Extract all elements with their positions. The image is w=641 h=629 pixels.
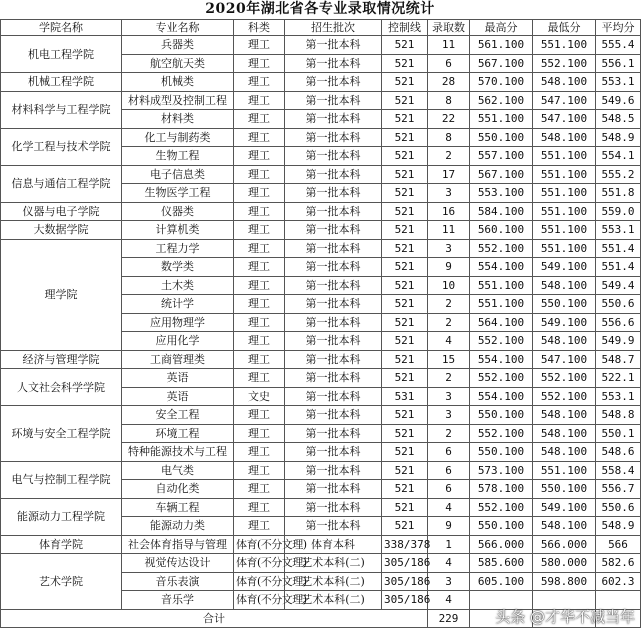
category-cell: 体育(不分文理) [234, 535, 285, 554]
category-cell: 体育(不分文理) [234, 572, 285, 591]
major-cell: 生物医学工程 [122, 184, 234, 203]
table-row [1, 221, 641, 240]
control-cell: 521 [382, 73, 428, 92]
college-cell: 仪器与电子学院 [1, 202, 122, 221]
avg-cell: 582.6 [596, 554, 641, 573]
count-cell: 15 [428, 350, 470, 369]
header-avg: 平均分 [596, 20, 641, 36]
max-cell: 566.000 [470, 535, 533, 554]
max-cell: 561.100 [470, 36, 533, 55]
category-cell: 理工 [234, 424, 285, 443]
count-cell: 2 [428, 424, 470, 443]
max-cell: 560.100 [470, 221, 533, 240]
college-cell: 材料科学与工程学院 [1, 91, 122, 128]
major-cell: 工程力学 [122, 239, 234, 258]
college-cell: 人文社会科学学院 [1, 369, 122, 406]
max-cell: 551.100 [470, 276, 533, 295]
total-label: 合计 [1, 609, 428, 628]
major-cell: 自动化类 [122, 480, 234, 499]
control-cell: 521 [382, 406, 428, 425]
count-cell: 22 [428, 110, 470, 129]
min-cell: 548.100 [533, 517, 596, 536]
avg-cell: 550.1 [596, 424, 641, 443]
avg-cell: 553.1 [596, 387, 641, 406]
min-cell: 547.100 [533, 110, 596, 129]
min-cell: 547.100 [533, 91, 596, 110]
major-cell: 统计学 [122, 295, 234, 314]
max-cell: 605.100 [470, 572, 533, 591]
category-cell: 文史 [234, 387, 285, 406]
college-cell: 信息与通信工程学院 [1, 165, 122, 202]
avg-cell: 556.7 [596, 480, 641, 499]
major-cell: 英语 [122, 387, 234, 406]
count-cell: 3 [428, 406, 470, 425]
min-cell: 548.100 [533, 443, 596, 462]
major-cell: 生物工程 [122, 147, 234, 166]
min-cell: 548.100 [533, 332, 596, 351]
count-cell: 8 [428, 128, 470, 147]
count-cell: 6 [428, 461, 470, 480]
batch-cell: 第一批本科 [285, 350, 382, 369]
batch-cell: 第一批本科 [285, 313, 382, 332]
category-cell: 理工 [234, 406, 285, 425]
min-cell: 548.100 [533, 73, 596, 92]
major-cell: 材料类 [122, 110, 234, 129]
category-cell: 理工 [234, 332, 285, 351]
max-cell: 557.100 [470, 147, 533, 166]
count-cell: 6 [428, 443, 470, 462]
control-cell: 521 [382, 147, 428, 166]
min-cell: 548.100 [533, 406, 596, 425]
batch-cell: 第一批本科 [285, 332, 382, 351]
max-cell: 578.100 [470, 480, 533, 499]
avg-cell: 550.6 [596, 295, 641, 314]
college-cell: 化学工程与技术学院 [1, 128, 122, 165]
major-cell: 机械类 [122, 73, 234, 92]
control-cell: 521 [382, 54, 428, 73]
avg-cell: 551.8 [596, 184, 641, 203]
max-cell: 567.100 [470, 165, 533, 184]
avg-cell: 522.1 [596, 369, 641, 388]
batch-cell: 第一批本科 [285, 461, 382, 480]
batch-cell: 第一批本科 [285, 276, 382, 295]
count-cell: 6 [428, 480, 470, 499]
avg-cell: 558.4 [596, 461, 641, 480]
category-cell: 理工 [234, 350, 285, 369]
header-category: 科类 [234, 20, 285, 36]
max-cell: 552.100 [470, 332, 533, 351]
count-cell: 2 [428, 147, 470, 166]
batch-cell: 艺术本科(二) [285, 572, 382, 591]
min-cell: 550.100 [533, 295, 596, 314]
control-cell: 521 [382, 313, 428, 332]
min-cell: 580.000 [533, 554, 596, 573]
major-cell: 电气类 [122, 461, 234, 480]
major-cell: 仪器类 [122, 202, 234, 221]
college-cell: 体育学院 [1, 535, 122, 554]
category-cell: 理工 [234, 517, 285, 536]
batch-cell: 第一批本科 [285, 443, 382, 462]
min-cell: 551.100 [533, 147, 596, 166]
header-college: 学院名称 [1, 20, 122, 36]
header-row [1, 20, 641, 36]
category-cell: 理工 [234, 73, 285, 92]
category-cell: 理工 [234, 480, 285, 499]
count-cell: 4 [428, 332, 470, 351]
major-cell: 音乐表演 [122, 572, 234, 591]
table-row [1, 73, 641, 92]
major-cell: 特种能源技术与工程 [122, 443, 234, 462]
control-cell: 521 [382, 221, 428, 240]
control-cell: 338/378 [382, 535, 428, 554]
college-cell: 艺术学院 [1, 554, 122, 610]
major-cell: 安全工程 [122, 406, 234, 425]
college-cell: 环境与安全工程学院 [1, 406, 122, 462]
control-cell: 521 [382, 128, 428, 147]
max-cell: 553.100 [470, 184, 533, 203]
table-row [1, 461, 641, 480]
avg-cell: 549.4 [596, 276, 641, 295]
avg-cell: 555.2 [596, 165, 641, 184]
min-cell: 548.100 [533, 424, 596, 443]
category-cell: 理工 [234, 443, 285, 462]
batch-cell: 第一批本科 [285, 110, 382, 129]
min-cell: 551.100 [533, 221, 596, 240]
college-cell: 机电工程学院 [1, 36, 122, 73]
count-cell: 3 [428, 572, 470, 591]
min-cell: 548.100 [533, 128, 596, 147]
category-cell: 理工 [234, 165, 285, 184]
major-cell: 兵器类 [122, 36, 234, 55]
max-cell: 550.100 [470, 406, 533, 425]
avg-cell: 555.4 [596, 36, 641, 55]
control-cell: 521 [382, 36, 428, 55]
college-cell: 大数据学院 [1, 221, 122, 240]
count-cell: 2 [428, 369, 470, 388]
max-cell: 554.100 [470, 387, 533, 406]
max-cell: 551.100 [470, 110, 533, 129]
min-cell: 552.100 [533, 387, 596, 406]
table-row [1, 91, 641, 110]
avg-cell: 553.1 [596, 73, 641, 92]
max-cell: 551.100 [470, 295, 533, 314]
major-cell: 应用物理学 [122, 313, 234, 332]
control-cell: 521 [382, 498, 428, 517]
batch-cell: 第一批本科 [285, 54, 382, 73]
avg-cell: 548.5 [596, 110, 641, 129]
avg-cell: 551.4 [596, 258, 641, 277]
control-cell: 521 [382, 461, 428, 480]
control-cell: 521 [382, 369, 428, 388]
count-cell: 16 [428, 202, 470, 221]
max-cell: 562.100 [470, 91, 533, 110]
max-cell: 570.100 [470, 73, 533, 92]
max-cell: 552.100 [470, 424, 533, 443]
category-cell: 理工 [234, 110, 285, 129]
major-cell: 材料成型及控制工程 [122, 91, 234, 110]
min-cell: 549.100 [533, 258, 596, 277]
control-cell: 521 [382, 480, 428, 499]
min-cell: 552.100 [533, 54, 596, 73]
min-cell: 551.100 [533, 36, 596, 55]
avg-cell: 548.7 [596, 350, 641, 369]
batch-cell: 第一批本科 [285, 424, 382, 443]
college-cell: 能源动力工程学院 [1, 498, 122, 535]
count-cell: 1 [428, 535, 470, 554]
avg-cell: 566 [596, 535, 641, 554]
avg-cell: 556.6 [596, 313, 641, 332]
avg-cell: 551.4 [596, 239, 641, 258]
control-cell: 521 [382, 517, 428, 536]
max-cell: 584.100 [470, 202, 533, 221]
category-cell: 理工 [234, 295, 285, 314]
batch-cell: 第一批本科 [285, 480, 382, 499]
avg-cell: 553.1 [596, 221, 641, 240]
min-cell: 551.100 [533, 184, 596, 203]
avg-cell: 548.9 [596, 128, 641, 147]
max-cell: 550.100 [470, 128, 533, 147]
major-cell: 航空航天类 [122, 54, 234, 73]
control-cell: 521 [382, 91, 428, 110]
control-cell: 521 [382, 295, 428, 314]
max-cell: 554.100 [470, 350, 533, 369]
watermark: 头条 @才华不减当年 [495, 608, 635, 626]
header-max: 最高分 [470, 20, 533, 36]
table-row [1, 239, 641, 258]
count-cell: 2 [428, 313, 470, 332]
batch-cell: 第一批本科 [285, 295, 382, 314]
count-cell: 11 [428, 221, 470, 240]
batch-cell: 第一批本科 [285, 406, 382, 425]
college-cell: 电气与控制工程学院 [1, 461, 122, 498]
control-cell: 531 [382, 387, 428, 406]
category-cell: 理工 [234, 221, 285, 240]
min-cell: 549.100 [533, 498, 596, 517]
control-cell: 521 [382, 350, 428, 369]
avg-cell: 548.9 [596, 517, 641, 536]
header-major: 专业名称 [122, 20, 234, 36]
control-cell: 521 [382, 258, 428, 277]
category-cell: 理工 [234, 239, 285, 258]
batch-cell: 第一批本科 [285, 517, 382, 536]
batch-cell: 第一批本科 [285, 498, 382, 517]
major-cell: 英语 [122, 369, 234, 388]
max-cell: 554.100 [470, 258, 533, 277]
batch-cell: 第一批本科 [285, 239, 382, 258]
batch-cell: 第一批本科 [285, 147, 382, 166]
avg-cell: 548.6 [596, 443, 641, 462]
header-min: 最低分 [533, 20, 596, 36]
batch-cell: 第一批本科 [285, 128, 382, 147]
category-cell: 理工 [234, 258, 285, 277]
table-row [1, 165, 641, 184]
max-cell: 550.100 [470, 517, 533, 536]
control-cell: 521 [382, 202, 428, 221]
major-cell: 视觉传达设计 [122, 554, 234, 573]
count-cell: 8 [428, 91, 470, 110]
control-cell: 521 [382, 424, 428, 443]
avg-cell: 556.1 [596, 54, 641, 73]
category-cell: 理工 [234, 313, 285, 332]
control-cell: 521 [382, 276, 428, 295]
category-cell: 理工 [234, 461, 285, 480]
min-cell: 549.100 [533, 313, 596, 332]
table-row [1, 36, 641, 55]
min-cell: 598.800 [533, 572, 596, 591]
major-cell: 工商管理类 [122, 350, 234, 369]
avg-cell: 549.9 [596, 332, 641, 351]
count-cell: 6 [428, 54, 470, 73]
batch-cell: 第一批本科 [285, 258, 382, 277]
category-cell: 理工 [234, 498, 285, 517]
count-cell: 3 [428, 387, 470, 406]
table-row [1, 369, 641, 388]
category-cell: 理工 [234, 184, 285, 203]
min-cell: 550.100 [533, 480, 596, 499]
count-cell: 3 [428, 239, 470, 258]
min-cell: 551.100 [533, 239, 596, 258]
major-cell: 电子信息类 [122, 165, 234, 184]
table-row [1, 498, 641, 517]
count-cell: 4 [428, 498, 470, 517]
min-cell: 547.100 [533, 350, 596, 369]
avg-cell: 602.3 [596, 572, 641, 591]
major-cell: 音乐学 [122, 591, 234, 610]
batch-cell: 第一批本科 [285, 387, 382, 406]
control-cell: 521 [382, 239, 428, 258]
min-cell: 551.100 [533, 461, 596, 480]
count-cell: 4 [428, 591, 470, 610]
batch-cell: 第一批本科 [285, 36, 382, 55]
min-cell: 552.100 [533, 369, 596, 388]
batch-cell: 第一批本科 [285, 202, 382, 221]
batch-cell: 第一批本科 [285, 184, 382, 203]
control-cell: 305/186 [382, 572, 428, 591]
control-cell: 521 [382, 165, 428, 184]
category-cell: 理工 [234, 202, 285, 221]
min-cell: 551.100 [533, 202, 596, 221]
max-cell: 567.100 [470, 54, 533, 73]
avg-cell: 550.6 [596, 498, 641, 517]
major-cell: 能源动力类 [122, 517, 234, 536]
major-cell: 计算机类 [122, 221, 234, 240]
count-cell: 3 [428, 184, 470, 203]
table-row [1, 406, 641, 425]
batch-cell: 体育本科 [285, 535, 382, 554]
count-cell: 28 [428, 73, 470, 92]
count-cell: 11 [428, 36, 470, 55]
header-batch: 招生批次 [285, 20, 382, 36]
control-cell: 521 [382, 443, 428, 462]
count-cell: 9 [428, 517, 470, 536]
max-cell: 552.100 [470, 498, 533, 517]
batch-cell: 第一批本科 [285, 165, 382, 184]
total-count: 229 [428, 609, 470, 628]
major-cell: 土木类 [122, 276, 234, 295]
batch-cell: 第一批本科 [285, 91, 382, 110]
major-cell: 数学类 [122, 258, 234, 277]
max-cell: 564.100 [470, 313, 533, 332]
min-cell: 551.100 [533, 165, 596, 184]
table-row [1, 350, 641, 369]
avg-cell: 554.1 [596, 147, 641, 166]
admission-table [0, 19, 641, 628]
control-cell: 521 [382, 110, 428, 129]
avg-cell: 559.0 [596, 202, 641, 221]
count-cell: 10 [428, 276, 470, 295]
count-cell: 9 [428, 258, 470, 277]
major-cell: 应用化学 [122, 332, 234, 351]
category-cell: 理工 [234, 276, 285, 295]
category-cell: 理工 [234, 36, 285, 55]
college-cell: 理学院 [1, 239, 122, 350]
control-cell: 521 [382, 332, 428, 351]
table-row [1, 554, 641, 573]
batch-cell: 第一批本科 [285, 369, 382, 388]
category-cell: 理工 [234, 91, 285, 110]
category-cell: 理工 [234, 147, 285, 166]
batch-cell: 艺术本科(二) [285, 554, 382, 573]
table-title: 2020年湖北省各专业录取情况统计 [205, 1, 435, 17]
category-cell: 体育(不分文理) [234, 591, 285, 610]
major-cell: 环境工程 [122, 424, 234, 443]
major-cell: 化工与制药类 [122, 128, 234, 147]
table-row [1, 202, 641, 221]
batch-cell: 第一批本科 [285, 73, 382, 92]
category-cell: 理工 [234, 54, 285, 73]
table-row [1, 535, 641, 554]
max-cell: 552.100 [470, 369, 533, 388]
avg-cell: 548.8 [596, 406, 641, 425]
header-control: 控制线 [382, 20, 428, 36]
min-cell: 548.100 [533, 276, 596, 295]
batch-cell: 第一批本科 [285, 221, 382, 240]
header-count: 录取数 [428, 20, 470, 36]
min-cell: 566.000 [533, 535, 596, 554]
control-cell: 305/186 [382, 554, 428, 573]
avg-cell: 549.6 [596, 91, 641, 110]
college-cell: 机械工程学院 [1, 73, 122, 92]
max-cell: 552.100 [470, 239, 533, 258]
category-cell: 体育(不分文理) [234, 554, 285, 573]
major-cell: 社会体育指导与管理 [122, 535, 234, 554]
batch-cell: 艺术本科(二) [285, 591, 382, 610]
category-cell: 理工 [234, 369, 285, 388]
category-cell: 理工 [234, 128, 285, 147]
count-cell: 4 [428, 554, 470, 573]
control-cell: 305/186 [382, 591, 428, 610]
max-cell: 573.100 [470, 461, 533, 480]
control-cell: 521 [382, 184, 428, 203]
college-cell: 经济与管理学院 [1, 350, 122, 369]
count-cell: 2 [428, 295, 470, 314]
count-cell: 17 [428, 165, 470, 184]
max-cell: 550.100 [470, 443, 533, 462]
max-cell: 585.600 [470, 554, 533, 573]
table-row [1, 128, 641, 147]
major-cell: 车辆工程 [122, 498, 234, 517]
